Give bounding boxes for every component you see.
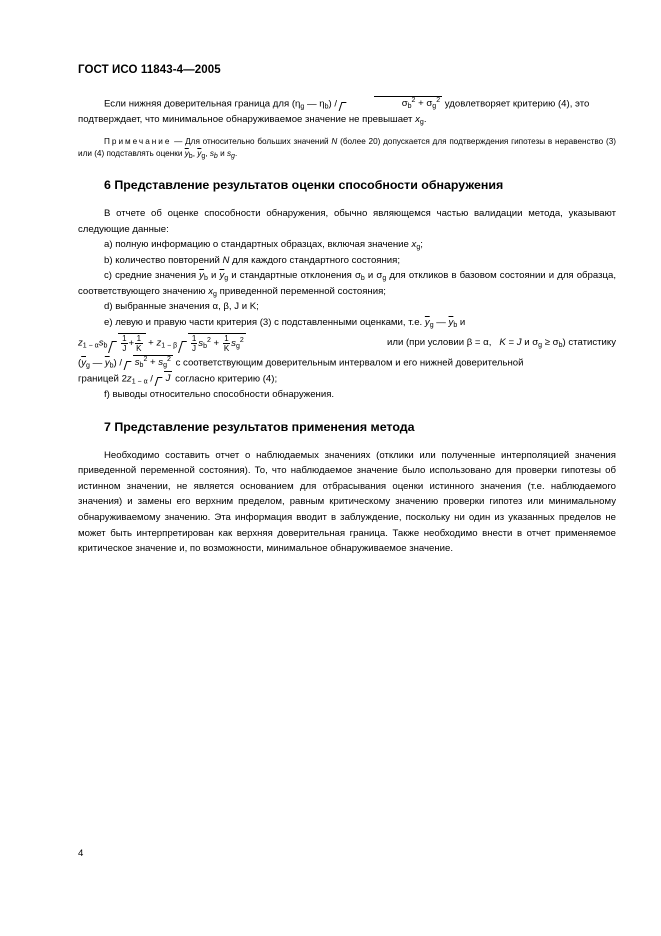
section6-item-e-formula xyxy=(78,333,616,353)
section6-item-e: e) левую и правую части критерия (3) с подставленными оценками, т.е. $\overline{y}_g$ — $\overline{y}_b$ и xyxy=(104,317,466,330)
condition-text: или (при условии β = α, K = J и $\sigma_g \ge \sigma_b$) статистику xyxy=(386,336,616,349)
section6-item-f: f) выводы относительно способности обнаружения. xyxy=(104,388,335,400)
note: Примечание — Для относительно больших значений N (более 20) допускается для подтверждения гипотезы в неравенство (3) или (4) подставлять оценки $\overline{y}b$, $\overline{y}g$, sb и sg. xyxy=(78,136,617,160)
section6-item-e-last: границей $2z_{1 - \alpha}$ / J согласно критерию (4); xyxy=(78,372,278,385)
intro-line2: подтверждает, что минимальное обнаруживаемое значение не превышает $x_g$. xyxy=(78,113,427,126)
section6-item-e-ci: ($\overline{y}_g$ — $\overline{y}_b) / s_b^2 + s_g^2$ с соответствующим доверительным интервалом и его нижней доверительной xyxy=(78,355,524,369)
section6-item-b: b) количество повторений N для каждого стандартного состояния; xyxy=(104,254,401,266)
section7-body: Необходимо составить отчет о наблюдаемых значениях (отклики или полученные интерполяцией значения приведенной переменной состояния). То, что наблюдаемое значение было использовано для проверки гипотезы об истинном значении, не является основанием для отбрасывания оценки истинного значения (т.е. наблюдаемого значения) и замены его верхним пределом, равным критическому значению проверки гипотез или минимальному обнаруживаемому значению. Эта информация вводит в заблуждение, поскольку ни один из указанных пределов не может быть интерпретирован как верхняя доверительная граница. Также необходимо внести в отчет применяемое критическое значение и, по возможности, минимальное обнаруживаемое значение. xyxy=(78,449,616,555)
section6-title: 6 Представление результатов оценки способности обнаружения xyxy=(104,178,504,193)
note-label: Примечание xyxy=(104,136,172,146)
section6-item-c: c) средние значения $\overline{y}_b$ и $\overline{y}_g$ и стандартные отклонения $\sigma_b$ и $\sigma_g$ для откликов в базовом состоянии и для образца, соответствующего значению $x_g$ приведенной переменной состояния; xyxy=(78,270,617,298)
section6-intro: В отчете об оценке способности обнаружения, обычно являющемся частью валидации метода, указывают следующие данные: xyxy=(78,207,616,235)
page-number: 4 xyxy=(78,848,84,859)
section6-item-d: d) выбранные значения α, β, J и K; xyxy=(104,301,259,313)
document-header: ГОСТ ИСО 11843-4—2005 xyxy=(78,64,221,76)
intro-line1: Если нижняя доверительная граница для ($\eta_g$ — $\eta_b) / \sigma_b^2 + \sigma_g^2$ удовлетворяет критерию (4), это xyxy=(104,97,590,111)
sqrt-formula: $\sigma_b^2 + \sigma_g^2$ xyxy=(340,96,442,112)
left-side-formula: $z_{1 - \alpha}s_b$ $\frac{1}{J}$ + $\frac{1}{K}$ + $z_{1 - \beta}$ $\frac{1}{J}$ $s_b^2$ + $\frac{1}{K}$ $s_g^2$ xyxy=(78,333,244,353)
section7-title: 7 Представление результатов применения метода xyxy=(104,420,415,435)
section6-item-a: a) полную информацию о стандартных образцах, включая значение $x_g$; xyxy=(104,239,423,252)
page-content xyxy=(78,96,616,557)
